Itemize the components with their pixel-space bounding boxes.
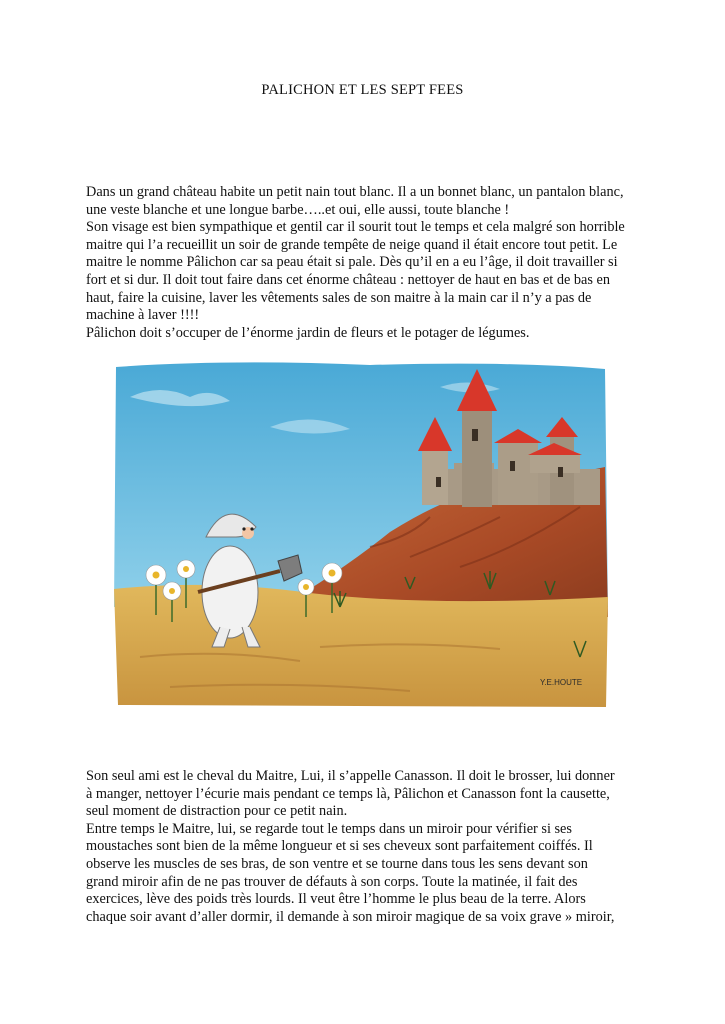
paragraph-2 bbox=[86, 768, 646, 926]
document-title: PALICHON ET LES SEPT FEES bbox=[261, 82, 464, 98]
text-line: seul moment de distraction pour ce petit nain. bbox=[86, 803, 348, 820]
text-line: maitre qui l’a recueillit un soir de grande tempête de neige quand il était encore tout petit. Le bbox=[86, 236, 618, 253]
text-line: Dans un grand château habite un petit nain tout blanc. Il a un bonnet blanc, un pantalon blanc, bbox=[86, 184, 624, 200]
text-line: à manger, nettoyer l’écurie mais pendant ce temps là, Pâlichon et Canasson font la causette, bbox=[86, 785, 610, 802]
paragraph-1 bbox=[86, 184, 646, 342]
text-line: fort et si dur. Il doit tout faire dans cet énorme château : nettoyer de haut en bas et de bas en bbox=[86, 271, 611, 288]
text-line: maitre le nomme Pâlichon car sa peau était si pale. Dès qu’il en a eu l’âge, il doit travailler si bbox=[86, 254, 618, 271]
text-line: chaque soir avant d’aller dormir, il demande à son miroir magique de sa voix grave » miroir, bbox=[86, 908, 615, 925]
illustration-signature: Y.E.HOUTE bbox=[540, 678, 583, 687]
text-line: une veste blanche et une longue barbe…..et oui, elle aussi, toute blanche ! bbox=[86, 201, 510, 218]
text-line: moustaches sont bien de la même longueur et si ses cheveux sont parfaitement coiffés. Il bbox=[86, 838, 593, 855]
text-line: haut, faire la cuisine, laver les vêtements sales de son maitre à la main car il n’y a pas de bbox=[86, 289, 592, 306]
text-line: Son seul ami est le cheval du Maitre, Lui, il s’appelle Canasson. Il doit le brosser, lui donner bbox=[86, 768, 615, 784]
text-line: Pâlichon doit s’occuper de l’énorme jardin de fleurs et le potager de légumes. bbox=[86, 324, 530, 341]
text-line: grand miroir afin de ne pas trouver de défauts à son corps. Toute la matinée, il fait des bbox=[86, 873, 578, 890]
text-line: observe les muscles de ses bras, de son ventre et se tourne dans tous les sens devant son bbox=[86, 855, 588, 872]
text-line: exercices, lève des poids très lourds. Il veut être l’homme le plus beau de la terre. Alors bbox=[86, 891, 586, 908]
text-line: machine à laver !!!! bbox=[86, 307, 200, 324]
text-line: Son visage est bien sympathique et gentil car il sourit tout le temps et cela malgré son horrible bbox=[86, 219, 625, 236]
text-line: Entre temps le Maitre, lui, se regarde tout le temps dans un miroir pour vérifier si ses bbox=[86, 820, 572, 837]
castle-illustration bbox=[110, 357, 613, 709]
